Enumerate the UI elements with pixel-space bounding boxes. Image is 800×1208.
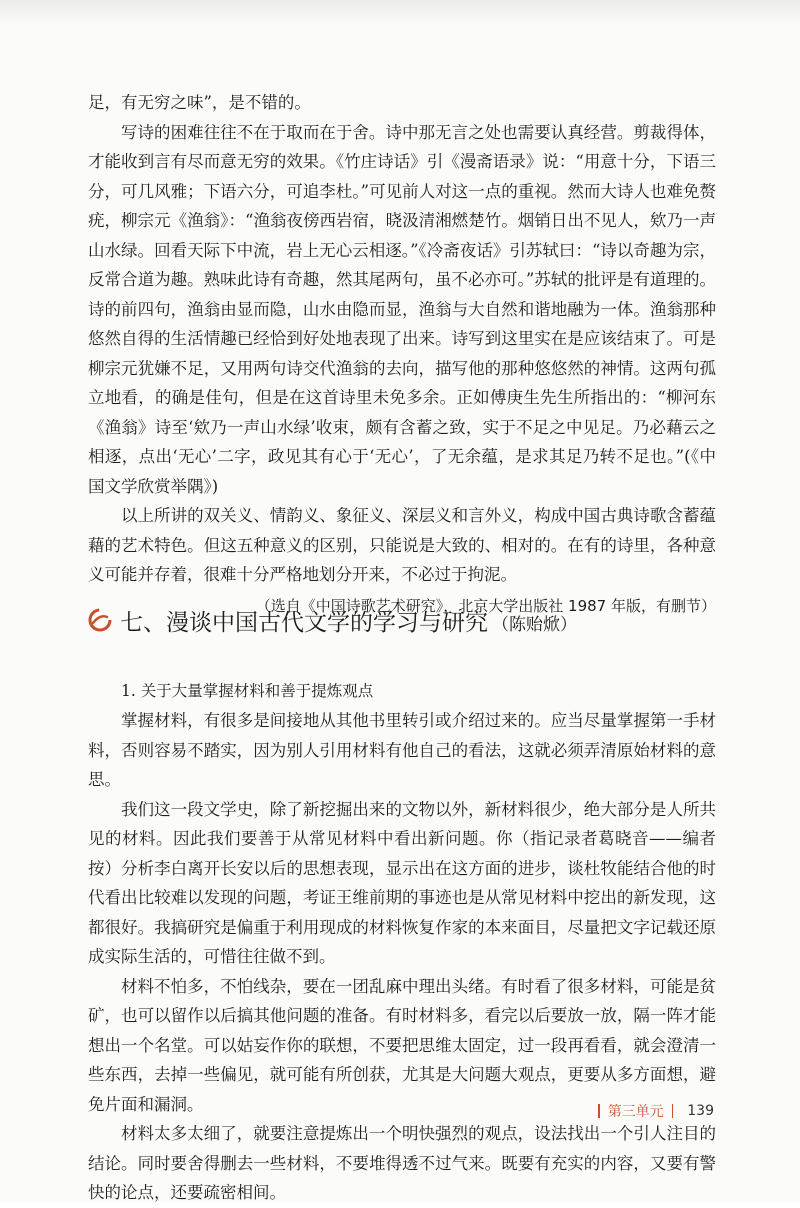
section-body [88, 676, 716, 1208]
section-author: （陈贻焮） [492, 614, 577, 635]
paragraph: 写诗的困难往往不在于取而在于舍。诗中那无言之处也需要认真经营。剪裁得体，才能收到言有尽而意无穷的效果。《竹庄诗话》引《漫斋语录》说：“用意十分，下语三分，可几风雅；下语六分，可追李杜。”可见前人对这一点的重视。然而大诗人也难免赘疣，柳宗元《渔翁》：“渔翁夜傍西岩宿，晓汲清湘燃楚竹。烟销日出不见人，欸乃一声山水绿。回看天际下中流，岩上无心云相逐。”《冷斋夜话》引苏轼曰：“诗以奇趣为宗，反常合道为趣。熟味此诗有奇趣，然其尾两句，虽不必亦可。”苏轼的批评是有道理的。诗的前四句，渔翁由显而隐，山水由隐而显，渔翁与大自然和谐地融为一体。渔翁那种悠然自得的生活情趣已经恰到好处地表现了出来。诗写到这里实在是应该结束了。可是柳宗元犹嫌不足，又用两句诗交代渔翁的去向，描写他的那种悠悠然的神情。这两句孤立地看，的确是佳句，但是在这首诗里未免多余。正如傅庚生先生所指出的：“柳河东《渔翁》诗至‘欸乃一声山水绿’收束，颇有含蓄之致，实于不足之中见足。乃必藉云之相逐，点出‘无心’二字，政见其有心于‘无心’，了无余蕴，是求其足乃转不足也。”(《中国文学欣赏举隅》) [88, 122, 716, 496]
section-heading [88, 600, 716, 640]
top-text-block [88, 88, 716, 620]
footer-divider [672, 1104, 674, 1118]
page-number: 139 [687, 1103, 714, 1119]
page-footer [590, 1101, 714, 1121]
section-title: 七、漫谈中国古代文学的学习与研究 [120, 609, 488, 636]
paragraph: 我们这一段文学史，除了新挖掘出来的文物以外，新材料很少，绝大部分是人所共见的材料。因此我们要善于从常见材料中看出新问题。你（指记录者葛晓音——编者按）分析李白离开长安以后的思想表现，显示出在这方面的进步，谈杜牧能结合他的时代看出比较难以发现的问题，考证王维前期的事迹也是从常见材料中挖出的新发现，这都很好。我搞研究是偏重于利用现成的材料恢复作家的本来面目，尽量把文字记载还原成实际生活的，可惜往往做不到。 [88, 799, 716, 966]
footer-divider [598, 1104, 600, 1118]
source-citation: （选自《中国诗歌艺术研究》，北京大学出版社 1987 年版，有删节） [255, 596, 716, 615]
paragraph: 材料太多太细了，就要注意提炼出一个明快强烈的观点，设法找出一个引人注目的结论。同时要舍得删去一些材料，不要堆得透不过气来。既要有充实的内容，又要有警快的论点，还要疏密相间。 [88, 1124, 716, 1202]
paragraph: 材料不怕多，不怕线杂，要在一团乱麻中理出头绪。有时看了很多材料，可能是贫矿，也可以留作以后搞其他问题的准备。有时材料多，看完以后要放一放，隔一阵才能想出一个名堂。可以姑妄作你的联想，不要把思维太固定，过一段再看看，就会澄清一些东西，去掉一些偏见，就可能有所创获，尤其是大问题大观点，更要从多方面想，避免片面和漏洞。 [88, 976, 716, 1114]
paragraph: 掌握材料，有很多是间接地从其他书里转引或介绍过来的。应当尽量掌握第一手材料，否则容易不踏实，因为别人引用材料有他自己的看法，这就必须弄清原始材料的意思。 [88, 711, 716, 789]
brush-stroke-icon [88, 608, 112, 632]
page-top-shadow [0, 0, 800, 26]
unit-label: 第三单元 [607, 1104, 664, 1120]
paragraph: 以上所讲的双关义、情韵义、象征义、深层义和言外义，构成中国古典诗歌含蓄蕴藉的艺术特色。但这五种意义的区别，只能说是大致的、相对的。在有的诗里，各种意义可能并存着，很难十分严格地划分开来，不必过于拘泥。 [88, 506, 716, 584]
paragraph: 足，有无穷之味”，是不错的。 [88, 93, 311, 112]
subheading: 1. 关于大量掌握材料和善于提炼观点 [121, 682, 374, 700]
